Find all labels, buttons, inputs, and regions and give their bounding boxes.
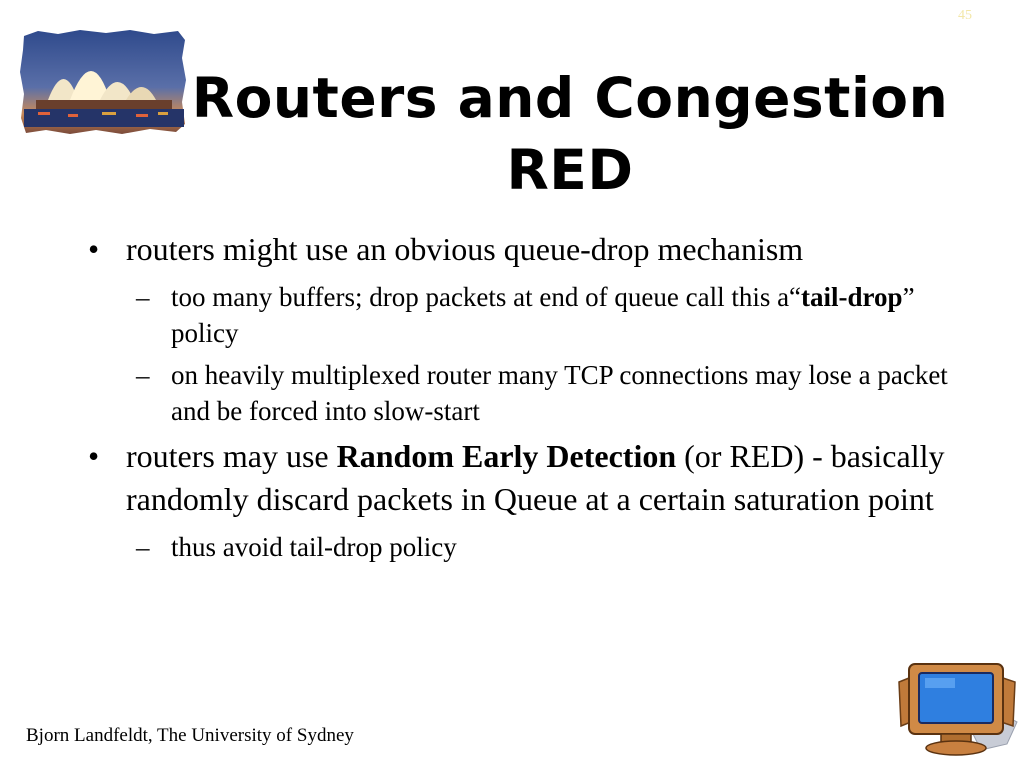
dash-icon: – <box>136 532 150 562</box>
sydney-opera-house-icon <box>18 28 188 136</box>
sub-bullet-item <box>88 357 948 429</box>
computer-monitor-icon <box>895 660 1020 760</box>
bullet-item <box>88 435 948 521</box>
dash-icon: – <box>136 282 150 312</box>
slide-title <box>190 62 950 206</box>
bullet-text: routers might use an obvious queue-drop mechanism <box>126 231 804 267</box>
sub-bullet-text: thus avoid tail-drop policy <box>171 532 457 562</box>
sub-bullet-bold: tail-drop <box>801 282 903 312</box>
sub-bullet-text-after: ” policy <box>171 282 915 348</box>
title-line-1: Routers and Congestion <box>191 66 949 130</box>
sub-bullet-item <box>88 279 948 351</box>
footer-credit: Bjorn Landfeldt, The University of Sydney <box>26 725 354 746</box>
sub-bullet-text-before: too many buffers; drop packets at end of queue call this a“ <box>171 282 802 312</box>
bullet-item <box>88 228 948 271</box>
title-line-2: RED <box>506 138 634 202</box>
bullet-icon: • <box>88 231 100 267</box>
page-number: 45 <box>958 8 972 23</box>
sub-bullet-text: on heavily multiplexed router many TCP connections may lose a packet and be forced into slow-start <box>171 360 948 426</box>
slide-body <box>88 228 948 571</box>
dash-icon: – <box>136 360 150 390</box>
bullet-icon: • <box>88 438 100 474</box>
bullet-text-before: routers may use <box>126 438 337 474</box>
bullet-bold: Random Early Detection <box>336 438 677 474</box>
bullet-text-after: (or RED) - basically randomly discard packets in Queue at a certain saturation point <box>126 438 945 517</box>
sub-bullet-item <box>88 529 948 565</box>
